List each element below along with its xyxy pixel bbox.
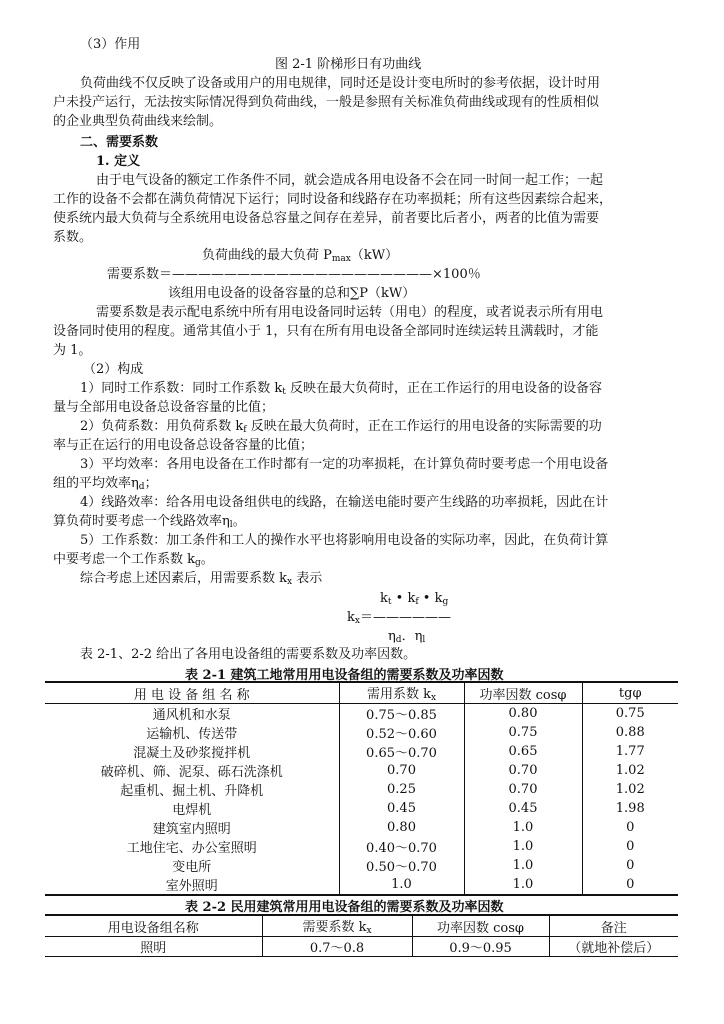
table-cell: 0 xyxy=(626,877,635,892)
list-item: 4）线路效率：给各用电设备组供电的线路，在输送电能时要产生线路的功率损耗，因此在计 xyxy=(80,495,609,510)
table-cell: 变电所 xyxy=(45,856,339,875)
list-item-cont: 算负荷时要考虑一个线路效率$\eta_l$。 xyxy=(53,514,246,530)
table-cell: 0 xyxy=(626,858,635,873)
table-cell: 0.65 xyxy=(464,742,582,761)
formula2-numerator: $k_t$ • $k_f$ • $k_g$ xyxy=(380,591,449,607)
list-item: 3）平均效率：各用电设备在工作时都有一定的功率损耗，在计算负荷时要考虑一个用电设备 xyxy=(80,457,609,472)
table-2-1 xyxy=(45,681,678,896)
formula-denominator: 该组用电设备的设备容量的总和∑P（kW） xyxy=(168,286,416,301)
list-item: 1）同时工作系数：同时工作系数 $k_t$ 反映在最大负荷时，正在工作运行的用电设备的设备容 xyxy=(80,381,603,397)
subsection-heading: 1. 定义 xyxy=(96,154,141,169)
tables-intro: 表 2-1、2-2 给出了各用电设备组的需要系数及功率因数。 xyxy=(80,647,417,662)
table-row xyxy=(45,937,678,957)
paragraph-line: 系数。 xyxy=(53,230,93,245)
table-cell: 照明 xyxy=(45,937,262,957)
table-2-2 xyxy=(45,914,678,957)
table-cell: 电焊机 xyxy=(45,799,339,818)
list-item: 5）工作系数：加工条件和工人的操作水平也将影响用电设备的实际功率，因此，在负荷计算 xyxy=(80,533,609,548)
table-cell: 室外照明 xyxy=(45,875,339,895)
column-header: 功率因数 cosφ xyxy=(464,682,582,704)
paragraph-line: 工作的设备不会都在满负荷情况下运行；同时设备和线路存在功率损耗；所有这些因素综合起来， xyxy=(53,192,613,207)
paragraph-line: 使系统内最大负荷与全系统用电设备总容量之间存在差异，前者要比后者小，两者的比值为需要 xyxy=(53,211,600,226)
table-cell: 0.88 xyxy=(615,725,645,740)
table-cell: 0.75～0.85 xyxy=(339,704,464,724)
column-header: 需要系数 $k_x$ xyxy=(262,915,412,937)
table-cell: 运输机、传送带 xyxy=(45,723,339,742)
table-row xyxy=(45,818,678,837)
table-row xyxy=(45,780,678,799)
column-header: 用电设备组名称 xyxy=(45,915,262,937)
table-row xyxy=(45,875,678,895)
table-row xyxy=(45,761,678,780)
table-cell: 0 xyxy=(626,820,635,835)
table-cell: 建筑室内照明 xyxy=(45,818,339,837)
list-item-cont: 中要考虑一个工作系数 $k_g$。 xyxy=(53,552,214,568)
table-header-row xyxy=(45,915,678,937)
table-cell: 0.50～0.70 xyxy=(339,856,464,875)
table-cell: 工地住宅、办公室照明 xyxy=(45,837,339,856)
list-item-cont: 率与正在运行的用电设备总设备容量的比值； xyxy=(53,438,314,453)
table-cell: 1.0 xyxy=(339,875,464,895)
table-cell: 0.75 xyxy=(464,723,582,742)
section-heading: 二、需要系数 xyxy=(80,135,159,150)
table-cell: 0.52～0.60 xyxy=(339,723,464,742)
table-cell: 1.0 xyxy=(464,856,582,875)
table-row xyxy=(45,704,678,724)
formula-line: 需要系数＝————————————————————×100％ xyxy=(107,267,481,282)
list-item-cont: 量与全部用电设备总设备容量的比值； xyxy=(53,400,275,415)
table-cell: 0.80 xyxy=(464,704,582,724)
column-header: 需用系数 $k_x$ xyxy=(339,682,464,704)
table-cell: 0.40～0.70 xyxy=(339,837,464,856)
paragraph-line: 设备同时使用的程度。通常其值小于 1，只有在所有用电设备全部同时连续运转且满载时，才能 xyxy=(53,324,599,339)
table2-title: 表 2-2 民用建筑常用用电设备组的需要系数及功率因数 xyxy=(185,900,504,915)
table-cell: 1.02 xyxy=(615,763,645,778)
paragraph-line: 负荷曲线不仅反映了设备或用户的用电规律，同时还是设计变电所时的参考依据，设计时用 xyxy=(80,76,601,91)
table-header-row xyxy=(45,682,678,704)
table-cell: 0 xyxy=(626,839,635,854)
table-row xyxy=(45,837,678,856)
table-cell: 起重机、掘土机、升降机 xyxy=(45,780,339,799)
table-cell: 0.70 xyxy=(464,761,582,780)
table-cell: 混凝土及砂浆搅拌机 xyxy=(45,742,339,761)
column-header: 功率因数 cosφ xyxy=(412,915,549,937)
table-cell: 0.65～0.70 xyxy=(339,742,464,761)
formula2-line: $k_x=——————$ xyxy=(347,610,451,626)
column-header: 备注 xyxy=(549,915,678,937)
figure-caption: 图 2-1 阶梯形日有功曲线 xyxy=(275,57,422,72)
table-cell: 0.25 xyxy=(339,780,464,799)
table-row xyxy=(45,799,678,818)
table1-title: 表 2-1 建筑工地常用用电设备组的需要系数及功率因数 xyxy=(185,668,504,683)
subsection-heading: （2）构成 xyxy=(83,362,144,377)
table-cell: 0.75 xyxy=(615,706,645,721)
table-cell: 1.0 xyxy=(464,818,582,837)
paragraph-line: 需要系数是表示配电系统中所有用电设备同时运转（用电）的程度，或者说表示所有用电 xyxy=(96,305,604,320)
paragraph-line: 户未投产运行，无法按实际情况得到负荷曲线，一般是参照有关标准负荷曲线或现有的性质相似 xyxy=(53,95,600,110)
table-cell: （就地补偿后） xyxy=(568,941,660,956)
table-cell: 0.9～0.95 xyxy=(412,937,549,957)
table-cell: 0.80 xyxy=(339,818,464,837)
table-cell: 0.45 xyxy=(339,799,464,818)
list-item-cont: 组的平均效率$\eta_d$； xyxy=(53,476,158,492)
table-cell: 1.77 xyxy=(615,744,645,759)
table-cell: 破碎机、筛、泥泵、砾石洗涤机 xyxy=(45,761,339,780)
table-cell: 1.0 xyxy=(464,875,582,895)
table-row xyxy=(45,856,678,875)
table-cell: 1.02 xyxy=(615,782,645,797)
list-item: 2）负荷系数：用负荷系数 $k_f$ 反映在最大负荷时，正在工作运行的用电设备的实际需要的功 xyxy=(80,419,602,435)
column-header: 用 电 设 备 组 名 称 xyxy=(45,682,339,704)
paragraph-line: 的企业典型负荷曲线来绘制。 xyxy=(53,114,223,129)
paragraph-line: 由于电气设备的额定工作条件不同，就会造成各用电设备不会在同一时间一起工作；一起 xyxy=(96,173,604,188)
table-cell: 0.70 xyxy=(464,780,582,799)
table-row xyxy=(45,742,678,761)
table-cell: 1.0 xyxy=(464,837,582,856)
formula-numerator: 负荷曲线的最大负荷 $P_{max}(kW)$ xyxy=(202,248,399,264)
table-cell: 0.45 xyxy=(464,799,582,818)
paragraph-line: 为 1。 xyxy=(53,343,92,358)
table-cell: 0.70 xyxy=(339,761,464,780)
formula2-denominator: $\eta_d$．$\eta_l$ xyxy=(388,629,426,645)
table-cell: 1.98 xyxy=(615,801,645,816)
table-cell: 通风机和水泵 xyxy=(45,704,339,724)
column-header: tgφ xyxy=(582,682,678,704)
table-cell: 0.7～0.8 xyxy=(262,937,412,957)
summary-line: 综合考虑上述因素后，用需要系数 $k_x$ 表示 xyxy=(80,571,323,587)
section-3-heading: （3）作用 xyxy=(80,37,141,52)
table-row xyxy=(45,723,678,742)
